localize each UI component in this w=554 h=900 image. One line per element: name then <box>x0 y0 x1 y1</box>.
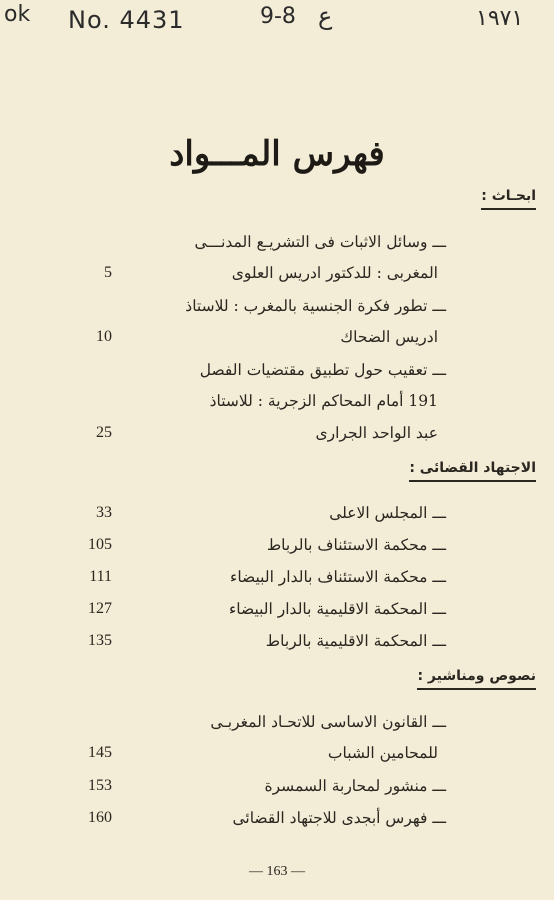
handwritten-ok: ok <box>4 2 31 27</box>
toc-entry-page: 111 <box>89 568 112 585</box>
toc-entry-page: 160 <box>88 809 112 826</box>
toc-entry-text: 191 أمام المحاكم الزجرية : للاستاذ <box>209 392 438 410</box>
toc-entry-text: ـــ فهرس أبجدى للاجتهاد القضائى <box>232 809 446 827</box>
page-title: فهرس المـــواد <box>169 134 385 174</box>
toc-entry-page: 10 <box>96 328 112 345</box>
toc-row <box>0 563 554 591</box>
section-heading-texts: نصوص ومناشير : <box>417 668 536 690</box>
toc-entry-text: ـــ القانون الاساسى للاتحـاد المغربـى <box>210 713 446 731</box>
handwritten-number: No. 4431 <box>68 6 185 34</box>
toc-entry-page: 25 <box>96 424 112 441</box>
toc-row <box>0 499 554 527</box>
toc-row <box>0 292 554 320</box>
toc-entry-text: ـــ المحكمة الاقليمية بالدار البيضاء <box>229 600 446 618</box>
toc-row <box>0 356 554 384</box>
toc-row <box>0 804 554 832</box>
page-number: — 163 — <box>249 864 305 879</box>
toc-entry-text: عبد الواحد الجرارى <box>315 424 438 442</box>
toc-entry-text: ـــ تعقيب حول تطبيق مقتضيات الفصل <box>199 361 446 379</box>
toc-entry-text: ـــ محكمة الاستئناف بالدار البيضاء <box>230 568 446 586</box>
toc-entry-text: ـــ المحكمة الاقليمية بالرباط <box>265 632 446 650</box>
toc-row <box>0 739 554 767</box>
section-heading-research: ابحـاث : <box>481 188 536 210</box>
toc-entry-text: ـــ تطور فكرة الجنسية بالمغرب : للاستاذ <box>185 297 446 315</box>
toc-row <box>0 228 554 256</box>
toc-entry-text: ـــ محكمة الاستئناف بالرباط <box>266 536 446 554</box>
toc-entry-page: 135 <box>88 632 112 649</box>
toc-entry-text: ـــ وسائل الاثبات فى التشريـع المدنـــى <box>194 233 446 251</box>
toc-entry-page: 153 <box>88 777 112 794</box>
toc-entry-text: ـــ المجلس الاعلى <box>329 504 446 522</box>
toc-row <box>0 708 554 736</box>
toc-row <box>0 419 554 447</box>
toc-row <box>0 772 554 800</box>
handwritten-code: 9-8 <box>260 4 296 29</box>
handwritten-year: ١٩٧١ <box>476 6 524 31</box>
toc-entry-page: 5 <box>104 264 112 281</box>
toc-row <box>0 595 554 623</box>
section-heading-jurisprudence: الاجتهاد القضائى : <box>409 460 536 482</box>
toc-row <box>0 627 554 655</box>
handwritten-ain: ع <box>318 2 333 30</box>
toc-row <box>0 323 554 351</box>
toc-entry-text: ادريس الضحاك <box>340 328 438 346</box>
toc-row <box>0 387 554 415</box>
toc-entry-text: المغربى : للدكتور ادريس العلوى <box>231 264 438 282</box>
toc-entry-page: 33 <box>96 504 112 521</box>
toc-entry-page: 105 <box>88 536 112 553</box>
toc-row <box>0 531 554 559</box>
toc-entry-text: للمحامين الشباب <box>327 744 438 762</box>
toc-entry-text: ـــ منشور لمحاربة السمسرة <box>264 777 446 795</box>
toc-entry-page: 127 <box>88 600 112 617</box>
toc-entry-page: 145 <box>88 744 112 761</box>
toc-row <box>0 259 554 287</box>
